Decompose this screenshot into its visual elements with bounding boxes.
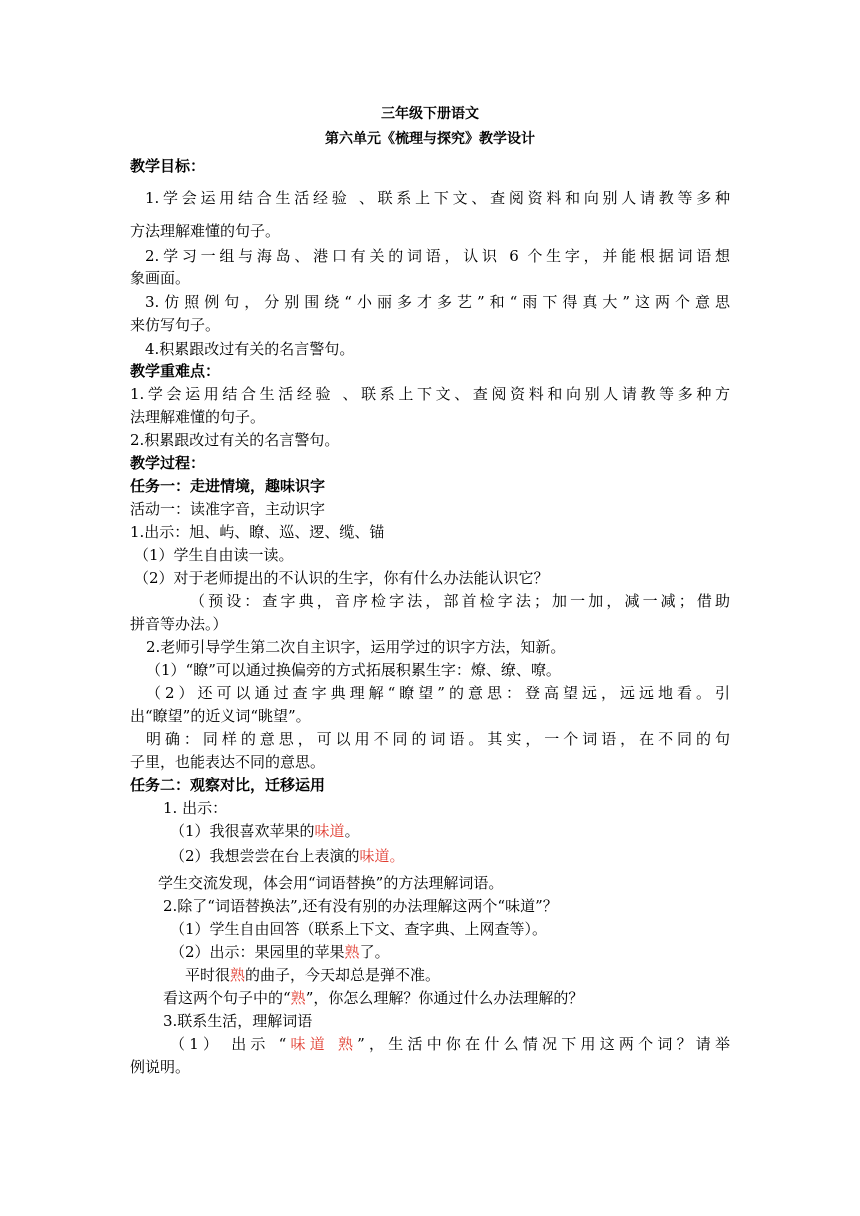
- key-2: 2.积累跟改过有关的名言警句。: [130, 431, 340, 449]
- task-1-show: 1.出示：旭、屿、瞭、巡、逻、缆、锚: [130, 523, 385, 541]
- text: ”，生活中你在什么情况下用这两个词？请举: [357, 1035, 731, 1053]
- task-2-step-3-example: 例说明。: [130, 1058, 191, 1076]
- task-2-question: [163, 988, 763, 1008]
- text: 的曲子，今天却总是弹不准。: [245, 966, 441, 984]
- task-2-step-3: 3.联系生活，理解词语: [163, 1012, 313, 1030]
- goal-1-line-a: 1.学会运用结合生活经验 、联系上下文、查阅资料和向别人请教等多种: [145, 189, 730, 207]
- text: ”，你怎么理解？你通过什么办法理解的？: [305, 989, 584, 1007]
- task-1-heading: 任务一：走进情境，趣味识字: [130, 477, 326, 495]
- task-2-sentence: [185, 965, 785, 985]
- highlight-word: 味道。: [359, 847, 405, 865]
- key-heading: 教学重难点：: [130, 362, 221, 380]
- doc-subtitle: 第六单元《梳理与探究》教学设计: [325, 131, 535, 147]
- highlight-word: 味道 熟: [286, 1035, 358, 1053]
- task-2-example-2: [170, 846, 770, 866]
- activity-1: 活动一：读准字音，主动识字: [130, 500, 326, 518]
- key-1-line-b: 法理解难懂的句子。: [130, 408, 266, 426]
- task-1-step-2: （2）对于老师提出的不认识的生字，你有什么办法能认识它？: [134, 569, 549, 587]
- task-1-conclusion-b: 子里，也能表达不同的意思。: [130, 753, 326, 771]
- text: （2）我想尝尝在台上表演的: [170, 847, 360, 865]
- task-1-step-1: （1）学生自由读一读。: [134, 546, 294, 564]
- task-1-preset-b: 拼音等办法。）: [130, 615, 228, 633]
- key-1-line-a: 1.学会运用结合生活经验 、联系上下文、查阅资料和向别人请教等多种方: [130, 385, 730, 403]
- text: （1）我很喜欢苹果的: [170, 822, 315, 840]
- text: 平时很: [185, 966, 231, 984]
- task-2-discover: 学生交流发现，体会用“词语替换”的方法理解词语。: [158, 874, 504, 892]
- task-1-step-4: （1）“瞭”可以通过换偏旁的方式拓展积累生字：燎、缭、嘹。: [146, 661, 561, 679]
- task-2-heading: 任务二：观察对比，迁移运用: [130, 776, 326, 794]
- highlight-word: 味道: [314, 822, 345, 840]
- task-1-preset-a: （预设：查字典，音序检字法，部首检字法；加一加，减一减；借助: [190, 592, 730, 610]
- task-1-step-5b: 出“瞭望”的近义词“眺望”。: [130, 707, 311, 725]
- text: 了。: [359, 943, 390, 961]
- task-1-step-5a: （2）还可以通过查字典理解“瞭望”的意思：登高望远，远远地看。引: [146, 684, 730, 702]
- goal-4: 4.积累跟改过有关的名言警句。: [145, 340, 355, 358]
- text: 看这两个句子中的“: [163, 989, 291, 1007]
- text: （2）出示：果园里的苹果: [170, 943, 345, 961]
- goal-2-line-a: 2.学习一组与海岛、港口有关的词语，认识 6 个生字，并能根据词语想: [145, 247, 730, 265]
- highlight-word: 熟: [290, 989, 306, 1007]
- highlight-word: 熟: [344, 943, 360, 961]
- doc-title: 三年级下册语文: [381, 106, 479, 122]
- task-2-show: 1. 出示：: [163, 799, 228, 817]
- text: （1） 出示 “: [170, 1035, 287, 1053]
- task-2-show-2: [170, 942, 770, 962]
- task-2-example-1: [170, 821, 770, 841]
- task-2-step-2: 2.除了“词语替换法”,还有没有别的办法理解这两个“味道”？: [163, 897, 558, 915]
- text: 。: [344, 822, 360, 840]
- task-1-conclusion-a: 明确：同样的意思，可以用不同的词语。其实，一个词语，在不同的句: [146, 730, 730, 748]
- goal-3-line-a: 3.仿照例句，分别围绕“小丽多才多艺”和“雨下得真大”这两个意思: [145, 293, 730, 311]
- highlight-word: 熟: [230, 966, 246, 984]
- goals-heading: 教学目标：: [130, 157, 206, 175]
- task-2-step-3-show: [170, 1034, 730, 1054]
- goal-1-line-b: 方法理解难懂的句子。: [130, 222, 281, 240]
- task-2-answer: （1）学生自由回答（联系上下文、查字典、上网查等）。: [170, 920, 548, 938]
- goal-3-line-b: 来仿写句子。: [130, 316, 221, 334]
- task-1-step-3: 2.老师引导学生第二次自主识字，运用学过的识字方法，知新。: [146, 638, 566, 656]
- goal-2-line-b: 象画面。: [130, 269, 191, 287]
- process-heading: 教学过程：: [130, 454, 206, 472]
